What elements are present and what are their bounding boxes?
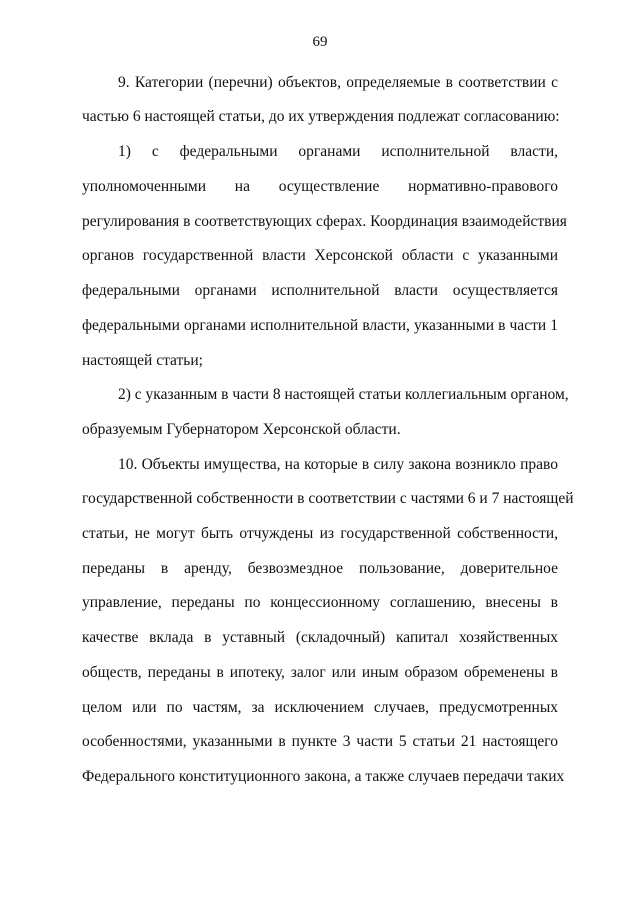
text-line: регулирования в соответствующих сферах. Координация взаимодействия: [82, 213, 567, 230]
text-line: частью 6 настоящей статьи, до их утверждения подлежат согласованию:: [82, 108, 560, 125]
text-line: 2) с указанным в части 8 настоящей статьи коллегиальным органом,: [118, 386, 569, 403]
text-line: управление, переданы по концессионному соглашению, внесены в: [82, 594, 558, 611]
text-line: 1) с федеральными органами исполнительной власти,: [118, 143, 558, 160]
text-line: 10. Объекты имущества, на которые в силу закона возникло право: [118, 456, 558, 473]
text-line: органов государственной власти Херсонской области с указанными: [82, 247, 558, 264]
page-number: 69: [312, 34, 328, 50]
text-line: 9. Категории (перечни) объектов, определяемые в соответствии с: [118, 74, 558, 91]
text-line: образуемым Губернатором Херсонской области.: [82, 421, 401, 438]
text-line: целом или по частям, за исключением случаев, предусмотренных: [82, 699, 558, 716]
text-line: особенностями, указанными в пункте 3 части 5 статьи 21 настоящего: [82, 733, 558, 750]
text-line: статьи, не могут быть отчуждены из государственной собственности,: [82, 525, 558, 542]
text-line: качестве вклада в уставный (складочный) капитал хозяйственных: [82, 629, 558, 646]
text-line: уполномоченными на осуществление нормативно-правового: [82, 178, 558, 195]
text-line: федеральными органами исполнительной власти, указанными в части 1: [82, 317, 558, 334]
text-line: Федерального конституционного закона, а также случаев передачи таких: [82, 768, 565, 785]
text-line: настоящей статьи;: [82, 352, 203, 369]
text-line: федеральными органами исполнительной власти осуществляется: [82, 282, 558, 299]
text-line: переданы в аренду, безвозмездное пользование, доверительное: [82, 560, 558, 577]
text-line: государственной собственности в соответствии с частями 6 и 7 настоящей: [82, 490, 574, 507]
text-line: обществ, переданы в ипотеку, залог или иным образом обременены в: [82, 664, 558, 681]
